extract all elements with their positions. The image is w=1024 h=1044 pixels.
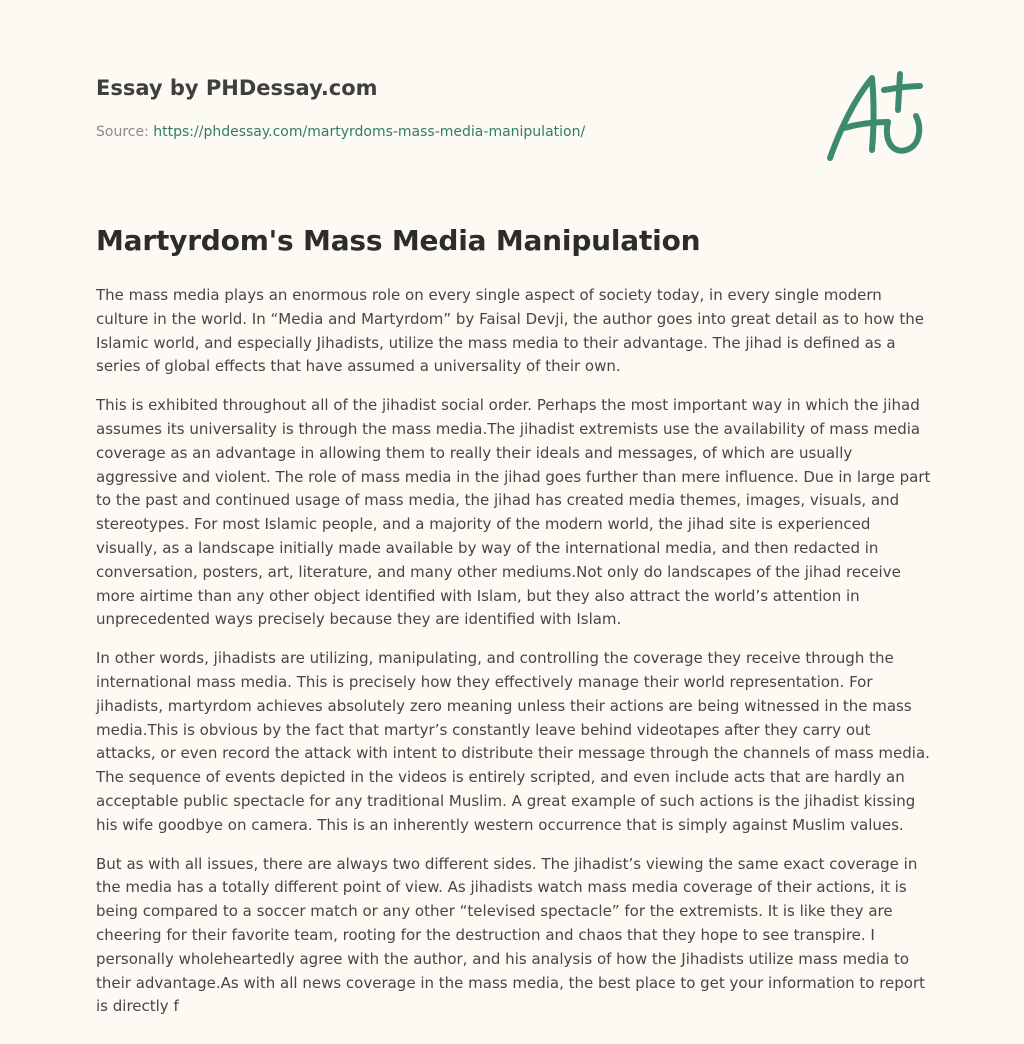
a-plus-grade-icon [822, 66, 932, 166]
essay-title: Martyrdom's Mass Media Manipulation [96, 224, 701, 257]
logo-a-stroke [830, 78, 874, 158]
site-brand: Essay by PHDessay.com [96, 76, 378, 100]
logo-a-crossbar [844, 122, 888, 128]
essay-paragraph: The mass media plays an enormous role on every single aspect of society today, in every single modern culture in the world. In “Media and Martyrdom” by Faisal Devji, the author goes into great detail as to how the Islamic world, and especially Jihadists, utilize the mass media to their advantage. The jihad is defined as a series of global effects that have assumed a universality of their own. [96, 286, 925, 376]
logo-plus-horizontal [884, 86, 920, 90]
essay-body [96, 284, 932, 1034]
essay-paragraph: This is exhibited throughout all of the jihadist social order. Perhaps the most important way in which the jihad assumes its universality is through the mass media.The jihadist extremists use the availability of mass media coverage as an advantage in allowing them to really their ideals and messages, of which are usually aggressive and violent. The role of mass media in the jihad goes further than mere influence. Due in large part to the past and continued usage of mass media, the jihad has created media themes, images, visuals, and stereotypes. For most Islamic people, and a majority of the modern world, the jihad site is experienced visually, as a landscape initially made available by way of the international media, and then redacted in conversation, posters, art, literature, and many other mediums.Not only do landscapes of the jihad receive more airtime than any other object identified with Islam, but they also attract the world’s attention in unprecedented ways precisely because they are identified with Islam. [96, 396, 931, 629]
logo-plus-vertical [898, 74, 900, 110]
essay-paragraph: But as with all issues, there are always two different sides. The jihadist’s viewing the same exact coverage in the media has a totally different point of view. As jihadists watch mass media coverage of their actions, it is being compared to a soccer match or any other “televised spectacle” for the extremists. It is like they are cheering for their favorite team, rooting for the destruction and chaos that they hope to see transpire. I personally wholeheartedly agree with the author, and his analysis of how the Jihadists utilize mass media to their advantage.As with all news coverage in the mass media, the best place to get your information to report is directly f [96, 854, 926, 1016]
source-label: Source: [96, 124, 154, 140]
logo-swoosh [887, 116, 919, 151]
source-line [96, 124, 585, 140]
essay-paragraph: In other words, jihadists are utilizing, manipulating, and controlling the coverage they receive through the international mass media. This is precisely how they effectively manage their world representation. For jihadists, martyrdom achieves absolutely zero meaning unless their actions are being witnessed in the mass media.This is obvious by the fact that martyr’s constantly leave behind videotapes after they carry out attacks, or even record the attack with intent to distribute their message through the channels of mass media. The sequence of events depicted in the videos is entirely scripted, and even include acts that are hardly an acceptable public spectacle for any traditional Muslim. A great example of such actions is the jihadist kissing his wife goodbye on camera. This is an inherently western occurrence that is simply against Muslim values. [96, 649, 930, 834]
source-link[interactable]: https://phdessay.com/martyrdoms-mass-media-manipulation/ [153, 124, 586, 140]
